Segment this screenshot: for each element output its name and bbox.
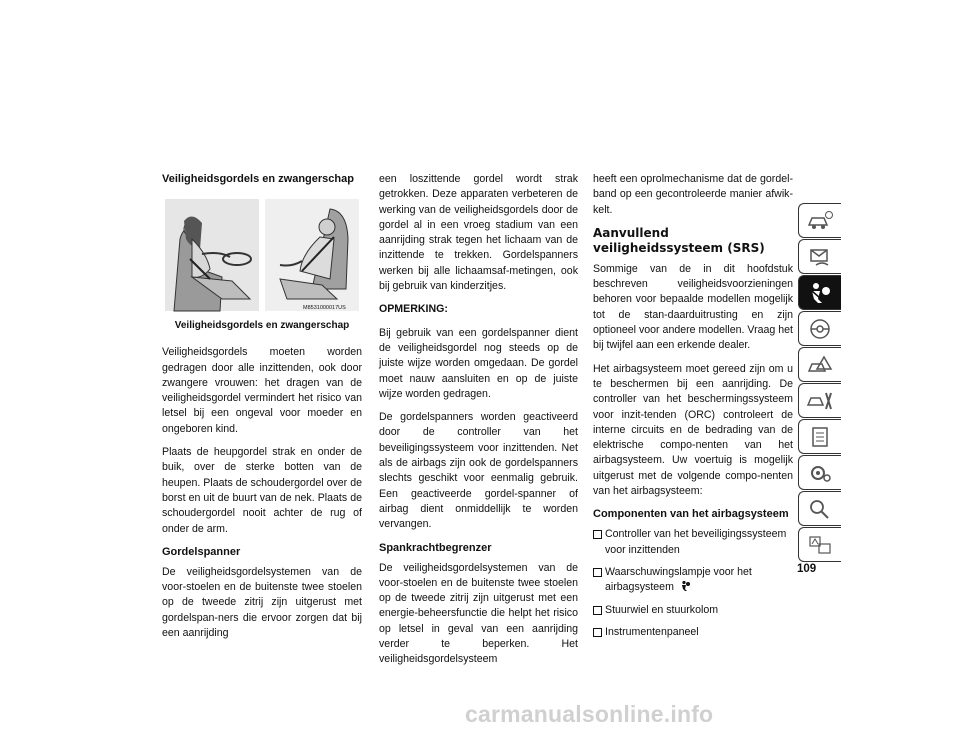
watermark: carmanualsonline.info (465, 701, 714, 727)
tab-steering[interactable] (798, 311, 841, 346)
pregnancy-illustration (162, 199, 362, 314)
list-item: Controller van het beveiligingssysteem voor inzittenden (593, 527, 793, 558)
steering-wheel-icon (806, 317, 834, 341)
heading-components: Componenten van het airbagsysteem (593, 508, 789, 521)
tab-checklist[interactable] (798, 419, 841, 454)
figure-caption: Veiligheidsgordels en zwangerschap (174, 320, 350, 331)
airbag-warning-icon (679, 580, 691, 592)
note-label: OPMERKING: (379, 303, 448, 316)
heading-spankrachtbegrenzer: Spankrachtbegrenzer (379, 541, 492, 554)
list-item: Stuurwiel en stuurkolom (593, 603, 793, 618)
car-tools-icon (806, 389, 834, 413)
tab-car-info[interactable] (798, 203, 841, 238)
list-item: Instrumentenpaneel (593, 625, 793, 640)
language-icon (806, 533, 834, 557)
component-list (593, 527, 793, 640)
paragraph: De gordelspanners worden geactiveerd door de controller van het beveiligingssysteem voor inzittenden. Net als de airbags zijn ook de gordelspanners slechts geschikt voor eenmalig gebruik. Een geactiveerde gordel-spanner of airbag dient onmiddellijk te worden vervangen. (379, 411, 578, 531)
paragraph: een loszittende gordel wordt strak getrokken. Deze apparaten verbeteren de werking van de veiligheidsgordels door de gordel al in een vroeg stadium van een aanrijding strak tegen het lichaam van de inzittende te trekken. Gordelspanners werken bij alle lichaamsaf-metingen, ook bij gebruik van kinderzitjes. (379, 173, 578, 293)
tab-settings[interactable] (798, 455, 841, 490)
tab-tools[interactable] (798, 383, 841, 418)
list-item: Waarschuwingslampje voor het airbagsysteem (593, 565, 793, 596)
column-3 (593, 172, 793, 647)
tab-search[interactable] (798, 491, 841, 526)
paragraph: Plaats de heupgordel strak en onder de buik, over de sterke botten van de heupen. Plaats de schoudergordel over de borst en uit de buurt van de nek. Plaats de schoudergordel nooit achter de rug of onder de arm. (162, 446, 362, 535)
checklist-icon (806, 425, 834, 449)
paragraph: Sommige van de in dit hoofdstuk beschreven veiligheidsvoorzieningen behoren voor bepaalde modellen mogelijk tot de stan-daarduitrusting en zijn optioneel voor andere modellen. Vraag het bij twijfel aan een erkende dealer. (593, 262, 793, 352)
checkbox-icon (593, 628, 602, 637)
paragraph: Het airbagsysteem moet gereed zijn om u te beschermen bij een aanrijding. De controller van het beschermingssysteem voor inzit-tenden (ORC) controleert de interne circuits en de bedrading van de elektrische compo-nenten van het airbagsysteem. Uw voertuig is mogelijk uitgerust met de volgende compo-nenten van het airbagsysteem: (593, 362, 793, 498)
page-number: 109 (797, 563, 817, 575)
heading-pregnancy: Veiligheidsgordels en zwangerschap (162, 173, 354, 185)
tab-warning[interactable] (798, 347, 841, 382)
seatbelt-airbag-icon (806, 281, 834, 305)
figure-code: M8531000017US (303, 305, 346, 311)
chapter-tabs (798, 203, 842, 563)
mail-dashboard-icon (806, 245, 834, 269)
tab-safety[interactable] (798, 275, 841, 310)
warning-car-icon (806, 353, 834, 377)
column-2 (379, 172, 578, 676)
column-1 (162, 172, 362, 649)
paragraph: Veiligheidsgordels moeten worden gedragen door alle inzittenden, ook door zwangere vrouwen: het dragen van de veiligheidsgordel vermindert het risico van letsel bij een ongeval voor moeder en ongeboren kind. (162, 346, 362, 435)
tab-mail-dashboard[interactable] (798, 239, 841, 274)
magnifier-icon (806, 497, 834, 521)
pregnancy-seatbelt-figure (162, 199, 362, 314)
heading-gordelspanner: Gordelspanner (162, 545, 241, 558)
note-text: Bij gebruik van een gordelspanner dient de veiligheidsgordel nog steeds op de juiste wijze worden omgedaan. De gordel moet nauw aansluiten en op de juiste wijze worden gedragen. (379, 326, 578, 400)
paragraph: heeft een oprolmechanisme dat de gordel-band op een gecontroleerde manier afwik-kelt. (593, 173, 793, 216)
heading-srs: Aanvullend veiligheidssysteem (SRS) (593, 225, 765, 255)
paragraph: De veiligheidsgordelsystemen van de voor-stoelen en de buitenste twee stoelen op de tweede zitrij zijn uitgerust met een energie-beheersfunctie die helpt het risico op letsel in geval van een aanrijding verder te beperken. Het veiligheidsgordelsysteem (379, 561, 578, 666)
tab-language[interactable] (798, 527, 841, 562)
car-info-icon (806, 209, 834, 233)
checkbox-icon (593, 530, 602, 539)
checkbox-icon (593, 606, 602, 615)
paragraph: De veiligheidsgordelsystemen van de voor-stoelen en de buitenste twee stoelen op de tweede zitrij zijn uitgerust met gordelspan-ners die ervoor zorgen dat bij een aanrijding (162, 565, 362, 640)
gear-settings-icon (806, 461, 834, 485)
checkbox-icon (593, 568, 602, 577)
